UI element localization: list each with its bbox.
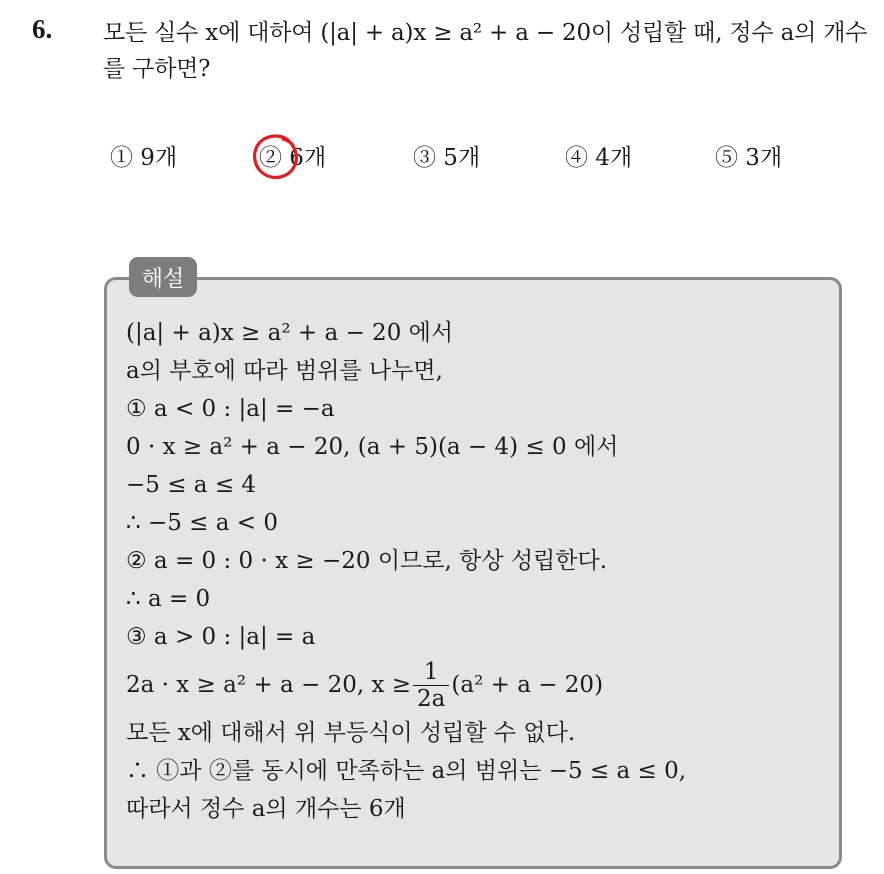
choice-3[interactable]: ③ 5개 <box>413 145 481 171</box>
fraction-prefix: 2a · x ≥ a² + a − 20, x ≥ <box>126 672 412 698</box>
answer-choices <box>0 140 884 180</box>
solution-line: ∴ −5 ≤ a < 0 <box>126 510 278 536</box>
solution-line: ③ a > 0 : |a| = a <box>126 624 316 650</box>
solution-content <box>126 314 826 828</box>
solution-line: (|a| + a)x ≥ a² + a − 20 에서 <box>126 320 454 346</box>
choice-1[interactable]: ① 9개 <box>110 145 178 171</box>
fraction <box>413 659 449 712</box>
fraction-suffix: (a² + a − 20) <box>451 672 604 698</box>
answer-circle-mark-icon <box>248 130 304 186</box>
choice-2[interactable]: ② 6개 <box>259 145 327 171</box>
solution-line: a의 부호에 따라 범위를 나누면, <box>126 358 443 384</box>
fraction-denominator: 2a <box>413 685 449 712</box>
solution-line: 0 · x ≥ a² + a − 20, (a + 5)(a − 4) ≤ 0 에서 <box>126 434 619 460</box>
solution-fraction-line <box>126 656 826 714</box>
solution-line: ∴ ①과 ②를 동시에 만족하는 a의 범위는 −5 ≤ a ≤ 0, <box>126 758 687 784</box>
solution-line: −5 ≤ a ≤ 4 <box>126 472 257 498</box>
solution-line: ∴ a = 0 <box>126 586 211 612</box>
choice-4[interactable]: ④ 4개 <box>565 145 633 171</box>
question-number: 6. <box>32 14 53 44</box>
solution-line: 따라서 정수 a의 개수는 6개 <box>126 796 406 822</box>
solution-label: 해설 <box>129 257 197 297</box>
solution-line: ② a = 0 : 0 · x ≥ −20 이므로, 항상 성립한다. <box>126 548 608 574</box>
solution-line: ① a < 0 : |a| = −a <box>126 396 335 422</box>
question-text: 모든 실수 x에 대하여 (|a| + a)x ≥ a² + a − 20이 성립할 때, 정수 a의 개수를 구하면? <box>103 20 868 82</box>
fraction-numerator: 1 <box>423 658 439 685</box>
choice-5[interactable]: ⑤ 3개 <box>715 145 783 171</box>
solution-line: 모든 x에 대해서 위 부등식이 성립할 수 없다. <box>126 720 576 746</box>
